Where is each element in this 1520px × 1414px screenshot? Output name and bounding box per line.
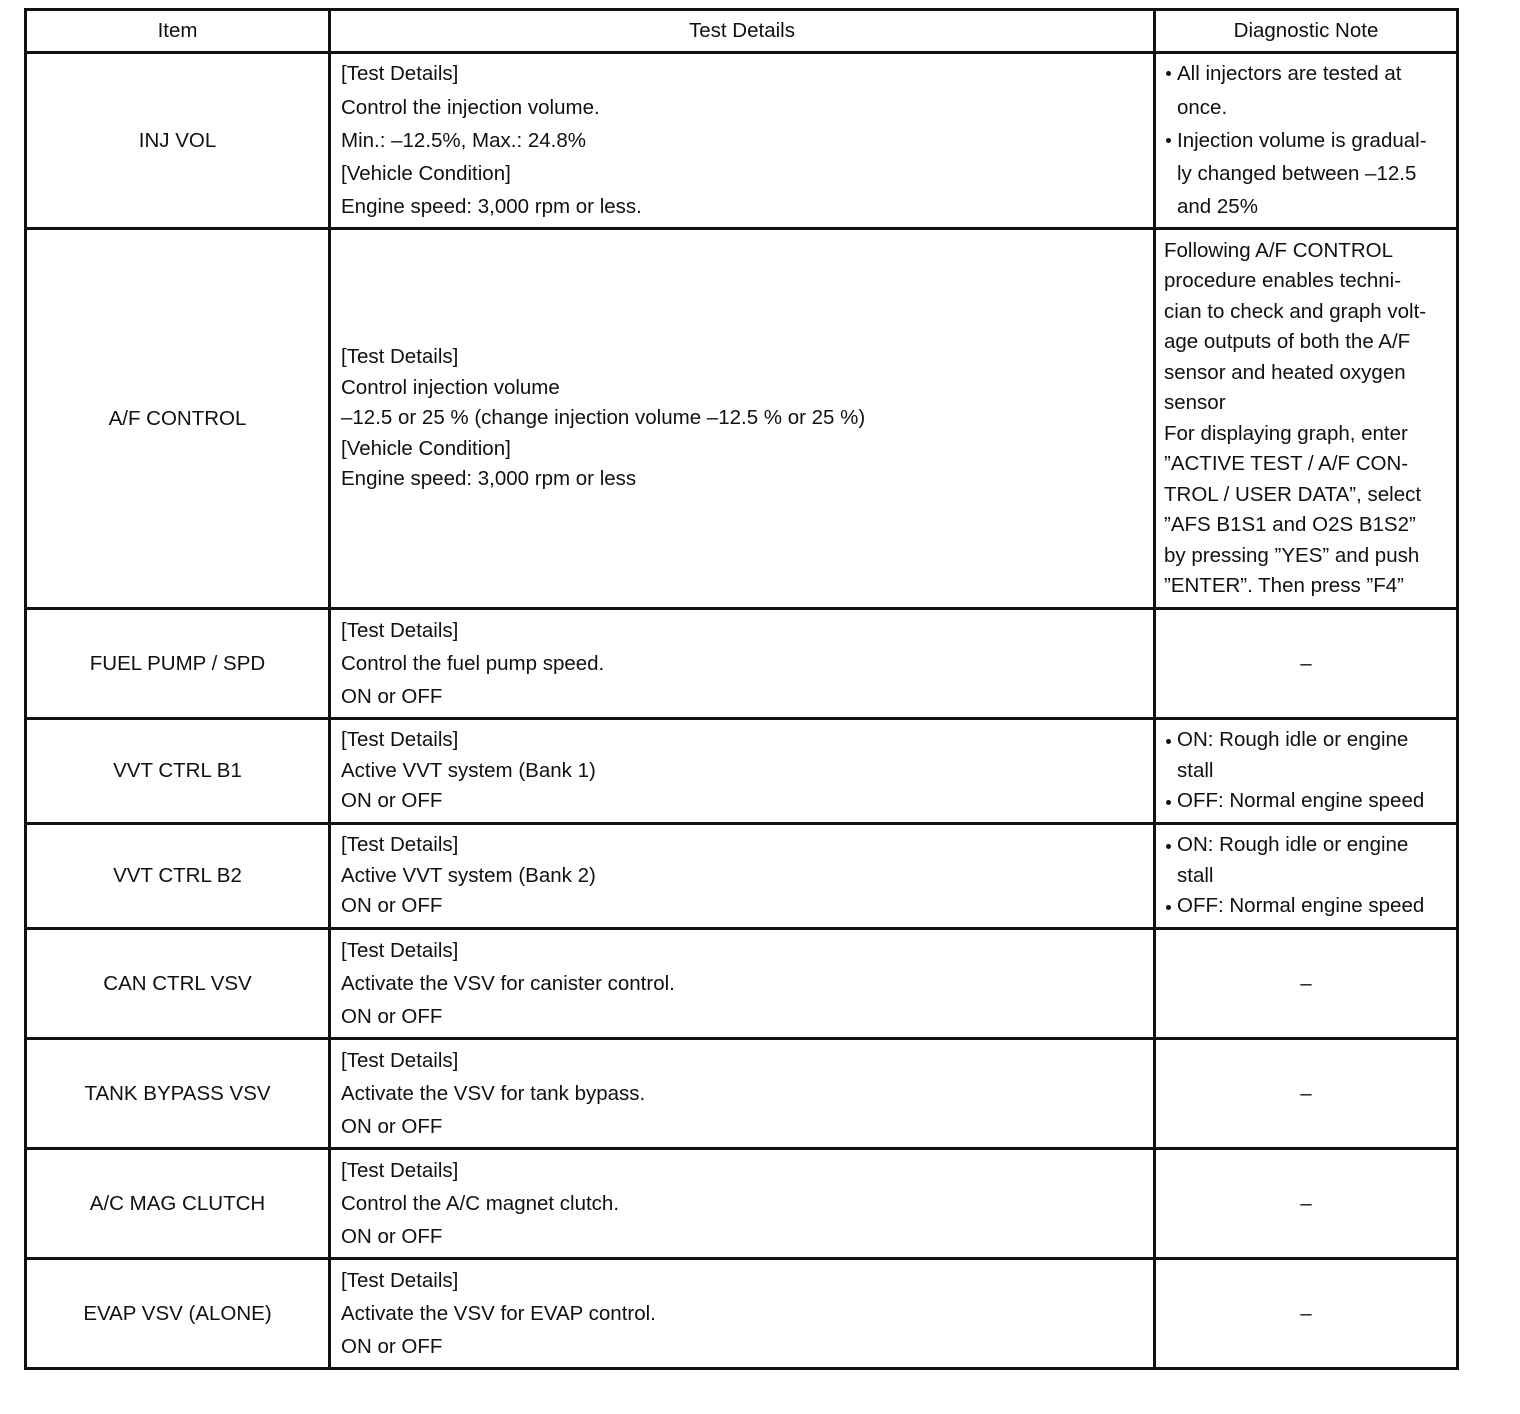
table-row bbox=[26, 719, 1458, 824]
test-line: ON or OFF bbox=[341, 894, 443, 918]
note-line: Following A/F CONTROL bbox=[1164, 238, 1393, 262]
note-line: stall bbox=[1177, 758, 1214, 782]
bullet-item bbox=[1164, 57, 1450, 123]
test-line: Control the injection volume. bbox=[341, 95, 600, 119]
test-line: Control injection volume bbox=[341, 375, 560, 399]
test-line: Control the fuel pump speed. bbox=[341, 651, 605, 675]
test-line: Control the A/C magnet clutch. bbox=[341, 1191, 620, 1215]
active-test-table bbox=[24, 8, 1459, 1370]
test-line: Engine speed: 3,000 rpm or less. bbox=[341, 195, 642, 219]
item-cell: TANK BYPASS VSV bbox=[26, 1039, 330, 1149]
test-line: Activate the VSV for EVAP control. bbox=[341, 1301, 656, 1325]
diagnostic-note-cell: – bbox=[1155, 1039, 1458, 1149]
test-details-cell bbox=[330, 1259, 1155, 1369]
test-line: ON or OFF bbox=[341, 1005, 443, 1029]
table-row bbox=[26, 1259, 1458, 1369]
test-line: Engine speed: 3,000 rpm or less bbox=[341, 467, 637, 491]
note-line: ly changed between –12.5 bbox=[1177, 162, 1417, 186]
note-line: once. bbox=[1177, 95, 1228, 119]
table-row bbox=[26, 53, 1458, 229]
header-diagnostic-note: Diagnostic Note bbox=[1155, 10, 1458, 53]
note-line: ”ACTIVE TEST / A/F CON- bbox=[1164, 452, 1409, 475]
item-cell: VVT CTRL B1 bbox=[26, 719, 330, 824]
test-line: [Test Details] bbox=[341, 728, 459, 752]
test-details-cell bbox=[330, 229, 1155, 609]
bullet-item bbox=[1164, 830, 1450, 891]
header-row bbox=[26, 10, 1458, 53]
note-line: sensor bbox=[1164, 391, 1226, 414]
header-item: Item bbox=[26, 10, 330, 53]
note-line: ON: Rough idle or engine bbox=[1177, 833, 1409, 857]
test-line: Activate the VSV for canister control. bbox=[341, 971, 675, 995]
item-cell: INJ VOL bbox=[26, 53, 330, 229]
item-cell: A/F CONTROL bbox=[26, 229, 330, 609]
note-line: and 25% bbox=[1177, 195, 1258, 219]
test-details-cell bbox=[330, 1149, 1155, 1259]
test-details-cell bbox=[330, 719, 1155, 824]
table-row bbox=[26, 609, 1458, 719]
item-cell: EVAP VSV (ALONE) bbox=[26, 1259, 330, 1369]
note-line: OFF: Normal engine speed bbox=[1177, 894, 1425, 918]
test-line: [Test Details] bbox=[341, 1048, 459, 1072]
test-details-cell bbox=[330, 609, 1155, 719]
test-line: Active VVT system (Bank 1) bbox=[341, 758, 596, 782]
diagnostic-note-cell bbox=[1155, 719, 1458, 824]
item-cell: VVT CTRL B2 bbox=[26, 824, 330, 929]
header-test-details: Test Details bbox=[330, 10, 1155, 53]
note-line: stall bbox=[1177, 863, 1214, 887]
test-line: ON or OFF bbox=[341, 1225, 443, 1249]
test-details-cell bbox=[330, 824, 1155, 929]
note-line: For displaying graph, enter bbox=[1164, 421, 1408, 445]
test-line: [Test Details] bbox=[341, 938, 459, 962]
test-line: [Test Details] bbox=[341, 1268, 459, 1292]
test-line: [Test Details] bbox=[341, 618, 459, 642]
diagnostic-note-cell bbox=[1155, 824, 1458, 929]
note-line: All injectors are tested at bbox=[1177, 62, 1402, 86]
note-line: procedure enables techni- bbox=[1164, 269, 1402, 292]
bullet-item bbox=[1164, 891, 1450, 921]
note-line: ”ENTER”. Then press ”F4” bbox=[1164, 574, 1404, 597]
test-line: ON or OFF bbox=[341, 789, 443, 813]
diagnostic-note-cell bbox=[1155, 229, 1458, 609]
note-line: ”AFS B1S1 and O2S B1S2” bbox=[1164, 513, 1416, 536]
table-row bbox=[26, 1039, 1458, 1149]
test-line: ON or OFF bbox=[341, 1335, 443, 1359]
diagnostic-note-cell bbox=[1155, 53, 1458, 229]
test-line: [Test Details] bbox=[341, 1158, 459, 1182]
diagnostic-note-cell: – bbox=[1155, 1259, 1458, 1369]
bullet-item bbox=[1164, 786, 1450, 816]
item-cell: FUEL PUMP / SPD bbox=[26, 609, 330, 719]
note-line: ON: Rough idle or engine bbox=[1177, 728, 1409, 752]
item-cell: A/C MAG CLUTCH bbox=[26, 1149, 330, 1259]
test-line: Active VVT system (Bank 2) bbox=[341, 863, 596, 887]
diagnostic-note-cell: – bbox=[1155, 1149, 1458, 1259]
note-line: age outputs of both the A/F bbox=[1164, 330, 1411, 353]
note-line: Injection volume is gradual- bbox=[1177, 128, 1427, 152]
bullet-item bbox=[1164, 124, 1450, 224]
note-line: sensor and heated oxygen bbox=[1164, 360, 1406, 384]
test-details-cell bbox=[330, 53, 1155, 229]
note-line: cian to check and graph volt- bbox=[1164, 299, 1427, 323]
diagnostic-note-cell: – bbox=[1155, 929, 1458, 1039]
test-line: ON or OFF bbox=[341, 685, 443, 709]
test-line: [Test Details] bbox=[341, 833, 459, 857]
table-row bbox=[26, 229, 1458, 609]
test-line: Activate the VSV for tank bypass. bbox=[341, 1081, 646, 1105]
test-line: Min.: –12.5%, Max.: 24.8% bbox=[341, 128, 586, 152]
table-row bbox=[26, 929, 1458, 1039]
test-line: ON or OFF bbox=[341, 1115, 443, 1139]
table-row bbox=[26, 1149, 1458, 1259]
table-row bbox=[26, 824, 1458, 929]
test-line: [Vehicle Condition] bbox=[341, 162, 511, 186]
test-line: [Test Details] bbox=[341, 62, 459, 86]
test-line: [Test Details] bbox=[341, 345, 459, 369]
note-line: TROL / USER DATA”, select bbox=[1164, 482, 1422, 506]
diagnostic-note-cell: – bbox=[1155, 609, 1458, 719]
test-details-cell bbox=[330, 1039, 1155, 1149]
note-line: by pressing ”YES” and push bbox=[1164, 543, 1420, 567]
test-details-cell bbox=[330, 929, 1155, 1039]
item-cell: CAN CTRL VSV bbox=[26, 929, 330, 1039]
bullet-item bbox=[1164, 725, 1450, 786]
test-line: [Vehicle Condition] bbox=[341, 436, 511, 460]
test-line: –12.5 or 25 % (change injection volume –12.5 % or 25 %) bbox=[341, 406, 866, 430]
note-line: OFF: Normal engine speed bbox=[1177, 789, 1425, 813]
